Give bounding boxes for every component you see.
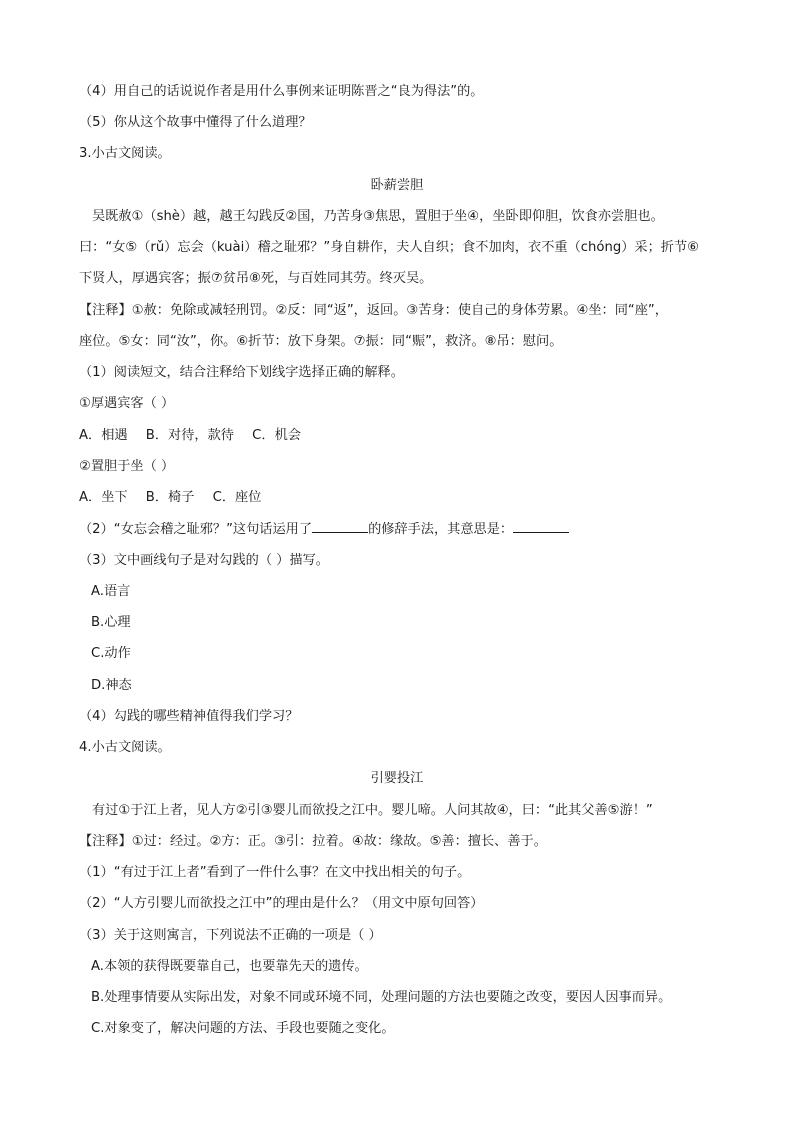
option-b[interactable]: B．对待，款待 [145, 428, 234, 443]
q4-option-c[interactable]: C.对象变了，解决问题的方法、手段也要随之变化。 [91, 1021, 395, 1036]
q3-option-a[interactable]: A.语言 [91, 584, 131, 599]
answer-blank[interactable] [312, 520, 368, 533]
q3-part2 [79, 520, 719, 539]
q3-header: 3.小古文阅读。 [79, 146, 171, 161]
q4-title: 引婴投江 [370, 771, 424, 786]
q3-passage-line: 下贤人，厚遇宾客；振⑦贫吊⑧死，与百姓同其劳。终灭吴。 [79, 271, 433, 286]
q3-sub1-stem: ①厚遇宾客（ ） [79, 396, 175, 411]
q4-part1: （1）“有过于江上者”看到了一件什么事？在文中找出相关的句子。 [79, 865, 471, 880]
option-c[interactable]: C．机会 [252, 428, 301, 443]
q4-part3: （3）关于这则寓言，下列说法不正确的一项是（ ） [79, 928, 382, 943]
q3-notes-line: 座位。⑤女：同“汝”，你。⑥折节：放下身架。⑦振：同“赈”，救济。⑧吊：慰问。 [79, 334, 563, 349]
q4-notes: 【注释】①过：经过。②方：正。③引：拉着。④故：缘故。⑤善：擅长、善于。 [79, 834, 547, 849]
q3-option-c[interactable]: C.动作 [91, 646, 131, 661]
q3-option-d[interactable]: D.神态 [91, 678, 132, 693]
q3-part4: （4）勾践的哪些精神值得我们学习？ [79, 709, 299, 724]
option-a[interactable]: A．相遇 [79, 428, 128, 443]
q3-sub1-options [79, 427, 719, 445]
q2-part4: （4）用自己的话说说作者是用什么事例来证明陈晋之“良为得法”的。 [79, 84, 484, 99]
q2-part5: （5）你从这个故事中懂得了什么道理？ [79, 115, 312, 130]
option-c[interactable]: C．座位 [212, 490, 262, 505]
q3-option-b[interactable]: B.心理 [91, 615, 131, 630]
q3-sub2-stem: ②置胆于坐（ ） [79, 459, 175, 474]
q3-notes-line: 【注释】①赦：免除或减轻刑罚。②反：同“返”，返回。③苦身：使自己的身体劳累。④坐：同“座”， [79, 303, 668, 318]
q3-part2-text-b: 的修辞手法，其意思是： [368, 522, 514, 537]
q4-part2: （2）“人方引婴儿而欲投之江中”的理由是什么？（用文中原句回答） [79, 896, 484, 911]
q4-option-a[interactable]: A.本领的获得既要靠自己，也要靠先天的遗传。 [91, 959, 368, 974]
q3-passage-line: 吴既赦①（shè）越，越王勾践反②国，乃苦身③焦思，置胆于坐④，坐卧即仰胆，饮食亦尝胆也。 [92, 209, 664, 224]
q4-header: 4.小古文阅读。 [79, 740, 171, 755]
q3-passage-line: 曰：“女⑤（rǔ）忘会（kuài）稽之耻邪？”身自耕作，夫人自织；食不加肉，衣不重（chóng）采；折节⑥ [79, 240, 699, 255]
q3-part3: （3）文中画线句子是对勾践的（ ）描写。 [79, 553, 329, 568]
q3-title: 卧薪尝胆 [370, 178, 424, 193]
answer-blank[interactable] [513, 520, 569, 533]
option-b[interactable]: B．椅子 [145, 490, 195, 505]
q3-part2-text-a: （2）“女忘会稽之耻邪？”这句话运用了 [79, 522, 313, 537]
q3-part1: （1）阅读短文，结合注释给下划线字选择正确的解释。 [79, 365, 404, 380]
option-a[interactable]: A．坐下 [79, 490, 128, 505]
q4-passage: 有过①于江上者，见人方②引③婴儿而欲投之江中。婴儿啼。人问其故④，曰：“此其父善⑤游！” [92, 803, 653, 818]
q4-option-b[interactable]: B.处理事情要从实际出发，对象不同或环境不同，处理问题的方法也要随之改变，要因人因事而异。 [91, 990, 672, 1005]
q3-sub2-options [79, 489, 719, 507]
